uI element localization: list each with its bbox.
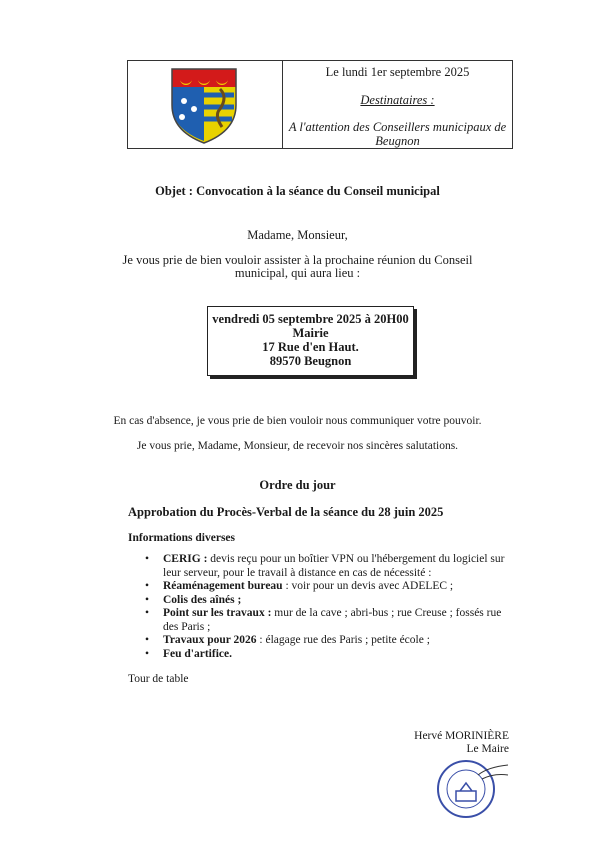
meeting-street: 17 Rue d'en Haut. bbox=[262, 340, 359, 354]
bullet: • bbox=[145, 647, 150, 660]
recipients-label: Destinataires : bbox=[360, 93, 435, 107]
info-title: Informations diverses bbox=[128, 532, 236, 544]
list-item bbox=[128, 580, 513, 594]
list-item bbox=[128, 553, 513, 580]
list-item bbox=[128, 648, 513, 662]
bullet: • bbox=[145, 634, 150, 646]
salutation: Madame, Monsieur, bbox=[247, 228, 348, 242]
coat-of-arms-icon bbox=[168, 65, 240, 145]
list-item bbox=[128, 594, 513, 608]
absence-text: En cas d'absence, je vous prie de bien vouloir nous communiquer votre pouvoir. bbox=[113, 415, 482, 427]
recipients-line-2: Beugnon bbox=[375, 134, 420, 148]
item-text: : voir pour un devis avec ADELEC ; bbox=[282, 580, 454, 592]
list-item bbox=[128, 634, 513, 648]
intro-line-2: municipal, qui aura lieu : bbox=[234, 266, 361, 280]
list-item bbox=[128, 607, 513, 634]
intro-line-1: Je vous prie de bien vouloir assister à la prochaine réunion du Conseil bbox=[122, 253, 473, 267]
item-heading: Réaménagement bureau bbox=[163, 580, 283, 592]
mairie-stamp-icon bbox=[432, 755, 512, 821]
item-heading: CERIG : bbox=[163, 553, 208, 565]
tour-de-table: Tour de table bbox=[128, 673, 189, 685]
item-heading: Point sur les travaux : bbox=[163, 607, 272, 619]
item-text: mur de la cave ; abri-bus ; rue Creuse ; fossés rue des Paris ; bbox=[163, 607, 502, 633]
agenda-list bbox=[128, 553, 513, 661]
letter-date: Le lundi 1er septembre 2025 bbox=[325, 65, 470, 79]
item-heading: Colis des aînés ; bbox=[163, 593, 242, 606]
bullet: • bbox=[145, 593, 150, 606]
agenda-title: Ordre du jour bbox=[259, 478, 336, 492]
signature-title: Le Maire bbox=[466, 743, 509, 755]
bullet: • bbox=[145, 607, 150, 619]
meeting-box bbox=[207, 306, 414, 376]
letterhead-table bbox=[127, 60, 513, 149]
item-text: : élagage rue des Paris ; petite école ; bbox=[256, 634, 430, 646]
item-text: devis reçu pour un boîtier VPN ou l'hébergement du logiciel sur leur serveur, pour le travail à distance en cas de nécessité : bbox=[163, 553, 505, 579]
letter-object: Objet : Convocation à la séance du Conseil municipal bbox=[155, 184, 440, 198]
meeting-place: Mairie bbox=[292, 326, 329, 340]
item-heading: Travaux pour 2026 bbox=[163, 634, 257, 646]
meeting-city: 89570 Beugnon bbox=[269, 354, 352, 368]
signature-name: Hervé MORINIÈRE bbox=[414, 730, 509, 742]
recipients-line-1: A l'attention des Conseillers municipaux de bbox=[288, 120, 507, 134]
bullet: • bbox=[145, 553, 150, 565]
approval-item: Approbation du Procès-Verbal de la séance du 28 juin 2025 bbox=[128, 505, 444, 519]
meeting-datetime: vendredi 05 septembre 2025 à 20H00 bbox=[212, 312, 409, 326]
closing-text: Je vous prie, Madame, Monsieur, de recevoir nos sincères salutations. bbox=[136, 440, 459, 452]
item-heading: Feu d'artifice. bbox=[163, 647, 232, 660]
bullet: • bbox=[145, 580, 150, 592]
